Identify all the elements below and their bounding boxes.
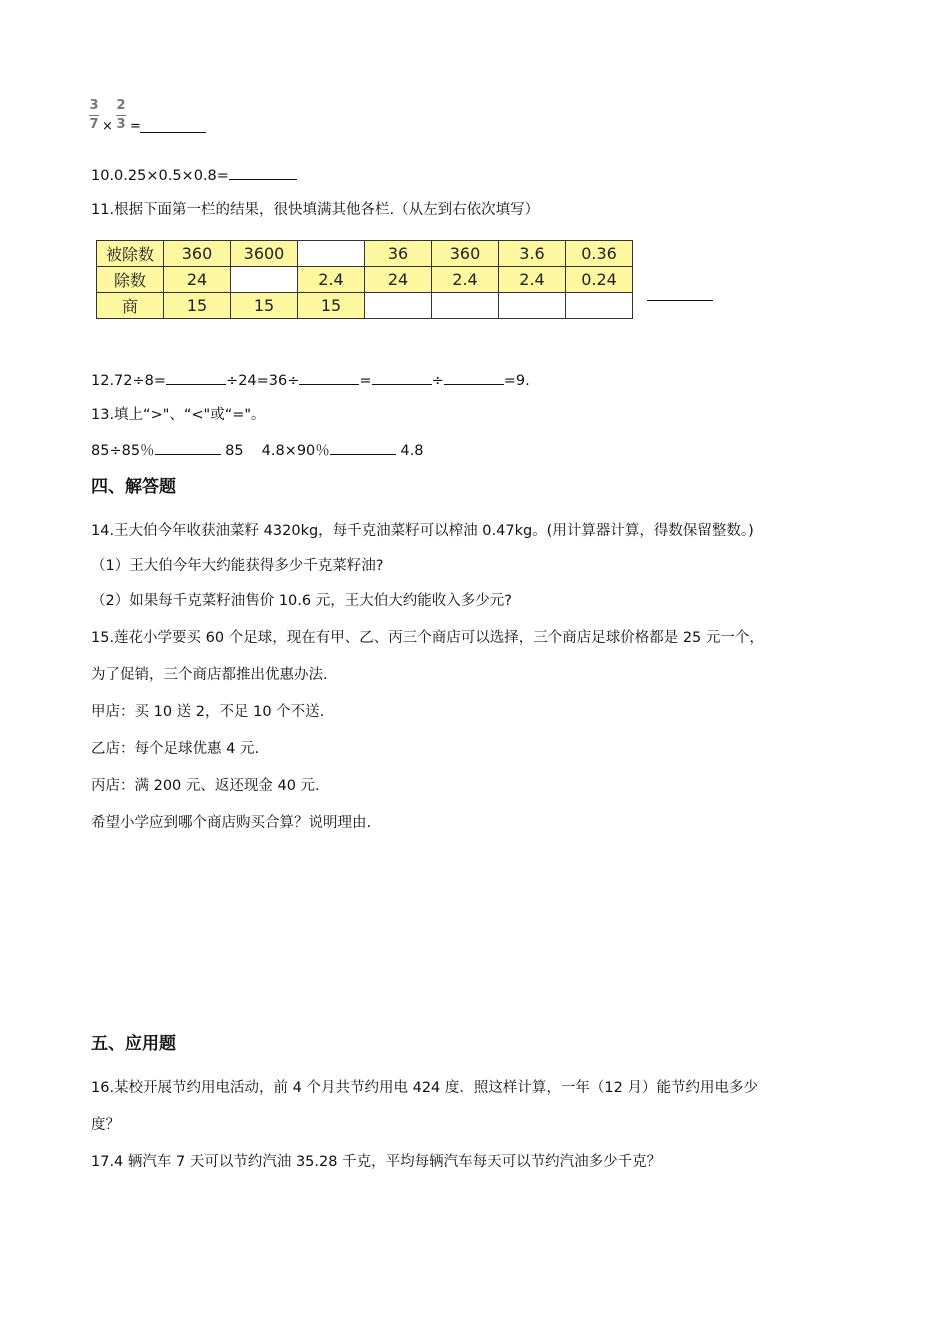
text: ÷24=36÷ [226,373,300,389]
answer-blank[interactable] [155,440,221,455]
text: 4.8×90％ [261,443,330,459]
answer-blank[interactable] [372,370,432,385]
table-cell: 24 [365,267,432,293]
question-16: 16.某校开展节约用电活动，前 4 个月共节约用电 424 度．照这样计算，一年（12 月）能节约用电多少 [91,1080,758,1096]
question-15-line: 乙店：每个足球优惠 4 元. [91,741,260,757]
table-cell: 15 [231,293,298,319]
answer-blank[interactable] [299,370,359,385]
table-cell: 2.4 [499,267,566,293]
table-cell-blank[interactable] [365,293,432,319]
fraction-denominator: 7 [89,117,99,132]
question-14-part-2: （2）如果每千克菜籽油售价 10.6 元，王大伯大约能收入多少元? [91,593,512,609]
fraction-bar [116,115,126,116]
fraction-numerator: 2 [116,98,126,113]
question-text: 10.0.25×0.5×0.8= [91,168,229,184]
text: 85 [220,443,244,459]
answer-blank[interactable] [229,165,297,180]
table-cell: 360 [432,241,499,267]
fraction-bar [89,115,99,116]
table-row [97,293,633,319]
text: 4.8 [395,443,424,459]
text: = [359,373,372,389]
table-row [97,241,633,267]
question-15-line: 丙店：满 200 元、返还现金 40 元. [91,778,320,794]
table-cell-blank[interactable] [231,267,298,293]
table-cell: 24 [164,267,231,293]
table-cell: 3600 [231,241,298,267]
question-15-line: 甲店：买 10 送 2，不足 10 个不送. [91,704,325,720]
table-cell: 2.4 [298,267,365,293]
text: ÷ [431,373,444,389]
table-cell-blank[interactable] [566,293,633,319]
table-cell-blank[interactable] [432,293,499,319]
answer-blank[interactable] [140,118,206,133]
row-label: 除数 [97,267,164,293]
multiply-sign: × [102,119,113,134]
question-17: 17.4 辆汽车 7 天可以节约汽油 35.28 千克，平均每辆汽车每天可以节约汽油多少千克？ [91,1154,662,1170]
table-cell-blank[interactable] [499,293,566,319]
answer-blank[interactable] [166,370,226,385]
question-15-line: 希望小学应到哪个商店购买合算？说明理由. [91,815,372,831]
text: 85÷85％ [91,443,155,459]
equals-sign: = [130,119,141,134]
section-heading: 五、应用题 [91,1034,176,1054]
question-11: 11.根据下面第一栏的结果，很快填满其他各栏.（从左到右依次填写） [91,202,540,218]
table-cell: 2.4 [432,267,499,293]
table-cell: 15 [298,293,365,319]
table-cell: 0.24 [566,267,633,293]
section-heading: 四、解答题 [91,477,176,497]
text: 12.72÷8= [91,373,167,389]
question-14-part-1: （1）王大伯今年大约能获得多少千克菜籽油? [91,558,384,574]
question-10 [91,165,297,186]
question-15-line: 为了促销，三个商店都推出优惠办法. [91,667,328,683]
row-label: 被除数 [97,241,164,267]
table-cell: 0.36 [566,241,633,267]
question-16-line: 度？ [91,1117,120,1133]
question-15: 15.莲花小学要买 60 个足球，现在有甲、乙、丙三个商店可以选择，三个商店足球价格都是 25 元一个， [91,630,764,646]
fraction-numerator: 3 [89,98,99,113]
division-table [96,240,633,319]
table-cell-blank[interactable] [298,241,365,267]
question-12 [91,370,530,391]
fraction-denominator: 3 [116,117,126,132]
answer-blank[interactable] [330,440,396,455]
table-cell: 3.6 [499,241,566,267]
answer-blank[interactable] [647,286,713,301]
question-13: 13.填上“>"、“<"或“="。 [91,407,266,423]
table-cell: 15 [164,293,231,319]
question-14: 14.王大伯今年收获油菜籽 4320kg，每千克油菜籽可以榨油 0.47kg。(用计算器计算，得数保留整数。) [91,523,754,539]
table-row [97,267,633,293]
row-label: 商 [97,293,164,319]
text: =9. [503,373,530,389]
question-13-items [91,440,423,461]
table-cell: 36 [365,241,432,267]
table-cell: 360 [164,241,231,267]
answer-blank[interactable] [444,370,504,385]
